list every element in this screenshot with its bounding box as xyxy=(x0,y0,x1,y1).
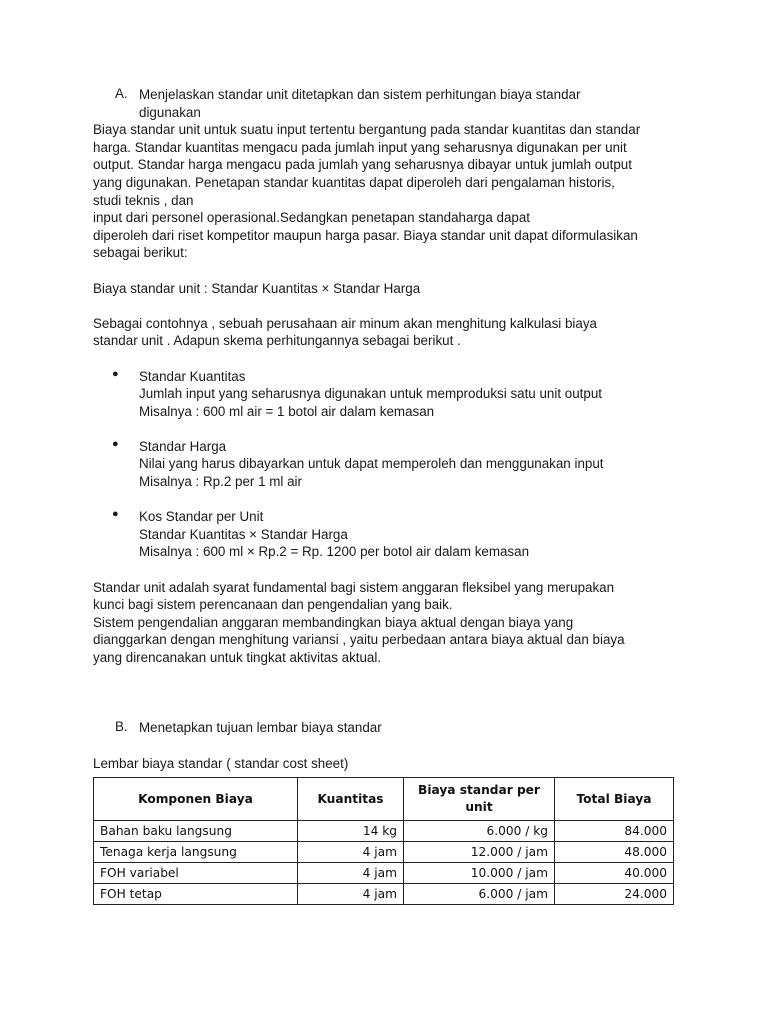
section-a-heading xyxy=(93,86,683,121)
bullet-dot: ● xyxy=(112,437,119,450)
paragraph-line: harga. Standar kuantitas mengacu pada jumlah input yang seharusnya digunakan per unit xyxy=(93,139,627,155)
section-b-title: Menetapkan tujuan lembar biaya standar xyxy=(139,720,382,736)
table-cell: 24.000 xyxy=(555,884,674,905)
bullet-line: Misalnya : 600 ml air = 1 botol air dalam kemasan xyxy=(139,403,435,419)
paragraph-line: Biaya standar unit untuk suatu input tertentu bergantung pada standar kuantitas dan standar xyxy=(93,122,641,138)
table-cell: 12.000 / jam xyxy=(404,842,555,863)
bullet-item xyxy=(93,508,683,561)
header-cell: Komponen Biaya xyxy=(94,778,298,821)
paragraph-example xyxy=(93,315,683,350)
table-cell: 84.000 xyxy=(555,821,674,842)
paragraph-line: yang direncanakan untuk tingkat aktivitas aktual. xyxy=(93,650,382,665)
table-row xyxy=(94,863,674,884)
section-a-marker: A. xyxy=(115,86,128,101)
table-cell: Bahan baku langsung xyxy=(94,821,298,842)
bullet-item xyxy=(93,438,683,491)
bullet-line: Misalnya : Rp.2 per 1 ml air xyxy=(139,474,302,490)
table-caption: Lembar biaya standar ( standar cost sheet) xyxy=(93,755,349,771)
table-cell: 40.000 xyxy=(555,863,674,884)
table-cell: 4 jam xyxy=(298,884,404,905)
table-header-row xyxy=(94,778,674,821)
table-row xyxy=(94,821,674,842)
table-row xyxy=(94,884,674,905)
formula-line: Biaya standar unit : Standar Kuantitas × Standar Harga xyxy=(93,280,421,296)
bullet-line: Jumlah input yang seharusnya digunakan untuk memproduksi satu unit output xyxy=(139,386,603,402)
header-cell: Total Biaya xyxy=(555,778,674,821)
document-body xyxy=(93,86,683,772)
paragraph-line: output. Standar harga mengacu pada jumlah yang seharusnya dibayar untuk jumlah output xyxy=(93,157,632,173)
bullet-line: Misalnya : 600 ml × Rp.2 = Rp. 1200 per botol air dalam kemasan xyxy=(139,544,530,560)
table-cell: 6.000 / kg xyxy=(404,821,555,842)
section-b-marker: B. xyxy=(115,719,128,735)
bullet-item xyxy=(93,368,683,421)
table-cell: 48.000 xyxy=(555,842,674,863)
table-cell: FOH tetap xyxy=(94,884,298,905)
table-cell: 4 jam xyxy=(298,863,404,884)
paragraph-line: kunci bagi sistem perencanaan dan pengendalian yang baik. xyxy=(93,597,453,613)
paragraph-line: Standar unit adalah syarat fundamental bagi sistem anggaran fleksibel yang merupakan xyxy=(93,579,615,595)
paragraph-line: input dari personel operasional.Sedangkan penetapan standaharga dapat xyxy=(93,210,531,226)
bullet-title: Kos Standar per Unit xyxy=(139,509,264,525)
paragraph-line: diperoleh dari riset kompetitor maupun harga pasar. Biaya standar unit dapat diformulasikan xyxy=(93,227,638,243)
table-cell: FOH variabel xyxy=(94,863,298,884)
paragraph-line: sebagai berikut: xyxy=(93,245,188,261)
paragraph-line: dianggarkan dengan menghitung variansi , yaitu perbedaan antara biaya aktual dan biaya xyxy=(93,632,625,648)
table-cell: 14 kg xyxy=(298,821,404,842)
section-b-heading xyxy=(93,719,683,737)
table-row xyxy=(94,842,674,863)
paragraph-line: Sistem pengendalian anggaran membandingkan biaya aktual dengan biaya yang xyxy=(93,614,574,630)
bullet-title: Standar Kuantitas xyxy=(139,368,246,384)
section-a-title-line: digunakan xyxy=(139,104,201,120)
bullet-dot: ● xyxy=(112,367,119,380)
header-cell: Kuantitas xyxy=(298,778,404,821)
standard-cost-table xyxy=(93,777,674,905)
paragraph-conclusion xyxy=(93,579,683,667)
paragraph-line: studi teknis , dan xyxy=(93,192,194,208)
paragraph-intro xyxy=(93,121,683,262)
paragraph-line: yang digunakan. Penetapan standar kuantitas dapat diperoleh dari pengalaman historis, xyxy=(93,174,615,190)
bullet-dot: ● xyxy=(112,508,119,521)
paragraph-line: standar unit . Adapun skema perhitungannya sebagai berikut . xyxy=(93,333,461,349)
paragraph-line: Sebagai contohnya , sebuah perusahaan air minum akan menghitung kalkulasi biaya xyxy=(93,315,597,331)
table-cell: 4 jam xyxy=(298,842,404,863)
bullet-line: Standar Kuantitas × Standar Harga xyxy=(139,526,348,542)
bullet-line: Nilai yang harus dibayarkan untuk dapat memperoleh dan menggunakan input xyxy=(139,456,604,472)
table-cell: 6.000 / jam xyxy=(404,884,555,905)
table-cell: 10.000 / jam xyxy=(404,863,555,884)
table-cell: Tenaga kerja langsung xyxy=(94,842,298,863)
section-a-title-line: Menjelaskan standar unit ditetapkan dan sistem perhitungan biaya standar xyxy=(139,87,581,102)
header-cell: Biaya standar per unit xyxy=(404,778,555,821)
bullet-title: Standar Harga xyxy=(139,438,227,454)
